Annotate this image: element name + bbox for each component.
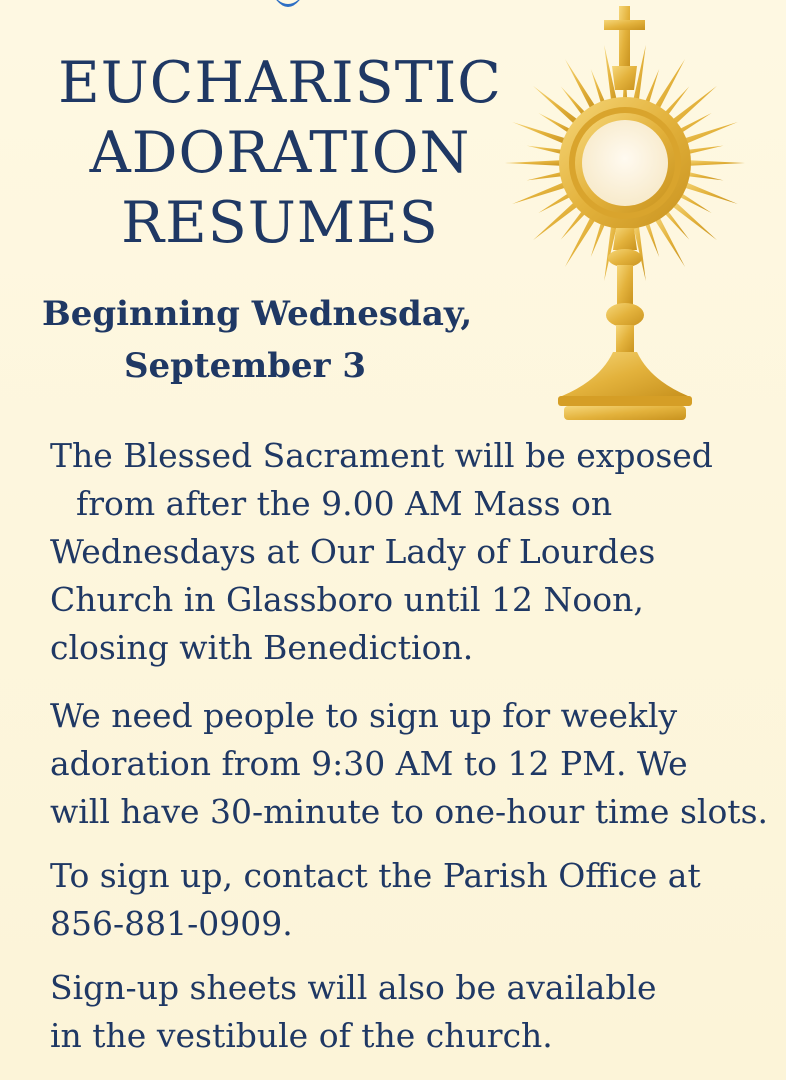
paragraph-line: adoration from 9:30 AM to 12 PM. We bbox=[50, 744, 688, 783]
top-ornament-icon bbox=[268, 0, 308, 12]
subtitle-line: Beginning Wednesday, bbox=[42, 294, 473, 334]
sun-ray bbox=[669, 199, 717, 240]
sun-ray bbox=[533, 86, 581, 127]
sun-ray bbox=[652, 213, 685, 267]
phone-number: 856-881-0909. bbox=[50, 904, 293, 943]
title-line: ADORATION bbox=[89, 120, 471, 186]
paragraph-line: To sign up, contact the Parish Office at bbox=[50, 856, 701, 895]
paragraph-line: in the vestibule of the church. bbox=[50, 1016, 553, 1055]
paragraph-line: Wednesdays at Our Lady of Lourdes bbox=[50, 532, 656, 571]
flyer-title bbox=[0, 48, 560, 258]
paragraph-line: from after the 9.00 AM Mass on bbox=[76, 484, 613, 523]
subtitle-line: September 3 bbox=[124, 346, 367, 386]
paragraph-line: We need people to sign up for weekly bbox=[50, 696, 678, 735]
body-paragraph-contact bbox=[50, 852, 780, 948]
paragraph-line: The Blessed Sacrament will be exposed bbox=[50, 436, 713, 475]
sun-ray bbox=[565, 213, 598, 267]
sun-ray bbox=[533, 199, 581, 240]
paragraph-line: Sign-up sheets will also be available bbox=[50, 968, 657, 1007]
paragraph-line: closing with Benediction. bbox=[50, 628, 474, 667]
title-line: RESUMES bbox=[121, 190, 439, 256]
body-paragraph-signup-need bbox=[50, 692, 780, 836]
sun-ray bbox=[565, 59, 598, 113]
body-paragraph-sheets bbox=[50, 964, 780, 1060]
paragraph-line: will have 30-minute to one-hour time slots. bbox=[50, 792, 768, 831]
sun-ray bbox=[652, 59, 685, 113]
sun-ray bbox=[685, 160, 745, 166]
paragraph-line: Church in Glassboro until 12 Noon, bbox=[50, 580, 644, 619]
sun-ray bbox=[669, 86, 717, 127]
body-paragraph-exposition bbox=[50, 432, 780, 672]
flyer-subtitle bbox=[28, 288, 528, 392]
title-line: EUCHARISTIC bbox=[58, 50, 502, 116]
sun-ray bbox=[505, 160, 565, 166]
monstrance-icon bbox=[500, 0, 750, 430]
